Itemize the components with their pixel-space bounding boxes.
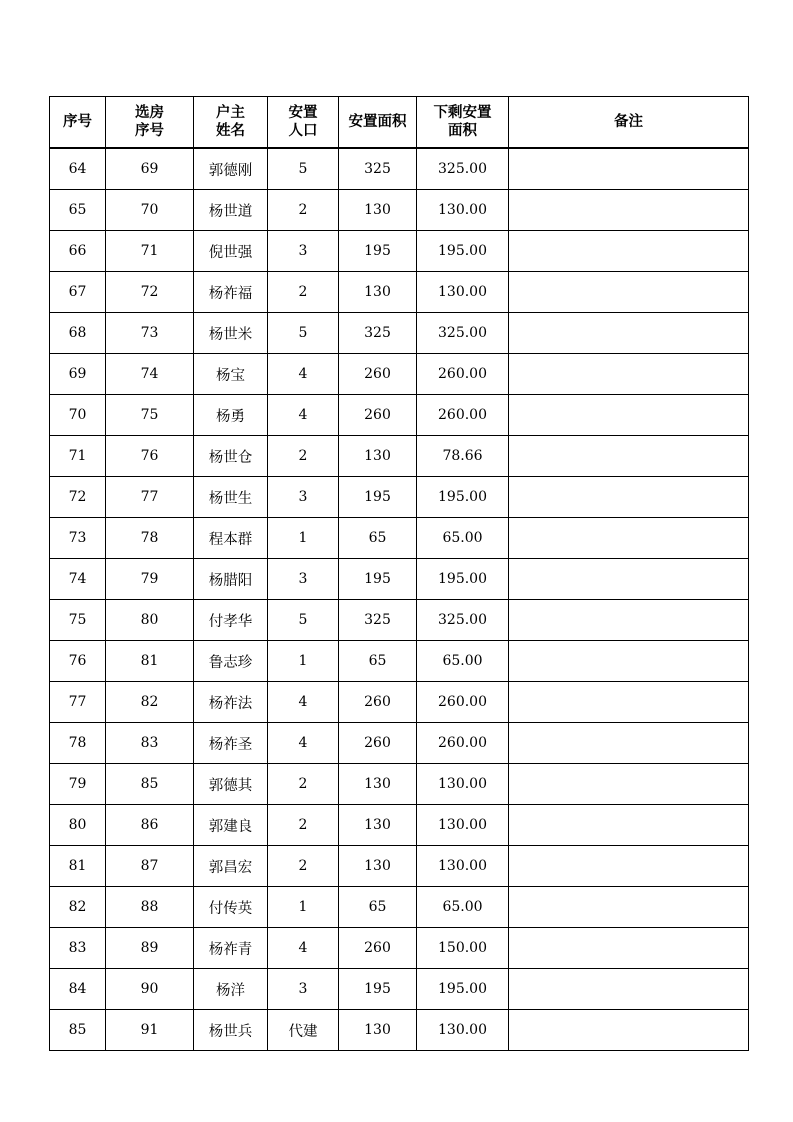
cell-index: 84 — [50, 969, 106, 1010]
table-row — [50, 928, 749, 969]
table-row — [50, 313, 749, 354]
cell-index: 82 — [50, 887, 106, 928]
cell-remaining-area: 130.00 — [417, 846, 509, 887]
cell-selection-number: 83 — [106, 723, 194, 764]
header-remaining-area — [417, 97, 509, 149]
cell-area: 130 — [339, 1010, 417, 1051]
cell-owner-name: 杨祚圣 — [194, 723, 268, 764]
cell-selection-number: 74 — [106, 354, 194, 395]
cell-area: 325 — [339, 148, 417, 190]
cell-selection-number: 76 — [106, 436, 194, 477]
cell-owner-name: 鲁志珍 — [194, 641, 268, 682]
cell-remaining-area: 78.66 — [417, 436, 509, 477]
cell-area: 260 — [339, 723, 417, 764]
cell-area: 130 — [339, 272, 417, 313]
cell-remaining-area: 150.00 — [417, 928, 509, 969]
cell-population: 4 — [268, 682, 339, 723]
cell-remaining-area: 130.00 — [417, 805, 509, 846]
cell-owner-name: 杨世仓 — [194, 436, 268, 477]
cell-remarks — [509, 600, 749, 641]
cell-area: 65 — [339, 887, 417, 928]
table-row — [50, 231, 749, 272]
table-row — [50, 518, 749, 559]
cell-selection-number: 87 — [106, 846, 194, 887]
cell-owner-name: 杨腊阳 — [194, 559, 268, 600]
table-row — [50, 600, 749, 641]
cell-population: 2 — [268, 436, 339, 477]
cell-selection-number: 69 — [106, 148, 194, 190]
cell-owner-name: 杨宝 — [194, 354, 268, 395]
cell-remarks — [509, 887, 749, 928]
cell-owner-name: 杨世米 — [194, 313, 268, 354]
cell-selection-number: 80 — [106, 600, 194, 641]
cell-remaining-area: 65.00 — [417, 518, 509, 559]
cell-index: 66 — [50, 231, 106, 272]
table-row — [50, 682, 749, 723]
cell-remarks — [509, 928, 749, 969]
table-row — [50, 477, 749, 518]
cell-area: 130 — [339, 190, 417, 231]
cell-selection-number: 90 — [106, 969, 194, 1010]
cell-population: 1 — [268, 887, 339, 928]
cell-area: 130 — [339, 764, 417, 805]
header-population-line1: 安置 — [288, 105, 318, 121]
header-owner-line1: 户主 — [216, 105, 245, 121]
cell-population: 2 — [268, 764, 339, 805]
cell-area: 195 — [339, 231, 417, 272]
table-body — [50, 148, 749, 1051]
cell-selection-number: 73 — [106, 313, 194, 354]
table-row — [50, 1010, 749, 1051]
cell-index: 65 — [50, 190, 106, 231]
cell-owner-name: 程本群 — [194, 518, 268, 559]
cell-population: 代建 — [268, 1010, 339, 1051]
cell-index: 80 — [50, 805, 106, 846]
cell-selection-number: 79 — [106, 559, 194, 600]
cell-remaining-area: 260.00 — [417, 723, 509, 764]
header-population — [268, 97, 339, 149]
cell-remarks — [509, 518, 749, 559]
header-remaining-line1: 下剩安置 — [433, 105, 492, 121]
cell-population: 4 — [268, 928, 339, 969]
cell-remarks — [509, 846, 749, 887]
cell-selection-number: 78 — [106, 518, 194, 559]
cell-area: 325 — [339, 313, 417, 354]
header-selection-line1: 选房 — [135, 105, 164, 121]
cell-remaining-area: 65.00 — [417, 641, 509, 682]
cell-remarks — [509, 805, 749, 846]
header-owner-name — [194, 97, 268, 149]
cell-owner-name: 杨勇 — [194, 395, 268, 436]
cell-population: 4 — [268, 395, 339, 436]
table-row — [50, 559, 749, 600]
cell-index: 81 — [50, 846, 106, 887]
cell-area: 195 — [339, 559, 417, 600]
cell-selection-number: 88 — [106, 887, 194, 928]
header-area: 安置面积 — [339, 97, 417, 149]
cell-remarks — [509, 559, 749, 600]
cell-population: 2 — [268, 805, 339, 846]
table-row — [50, 887, 749, 928]
cell-index: 64 — [50, 148, 106, 190]
cell-remaining-area: 195.00 — [417, 477, 509, 518]
cell-index: 68 — [50, 313, 106, 354]
cell-selection-number: 71 — [106, 231, 194, 272]
header-owner-line2: 姓名 — [216, 123, 245, 139]
header-selection-line2: 序号 — [135, 123, 164, 139]
cell-owner-name: 付传英 — [194, 887, 268, 928]
table-row — [50, 641, 749, 682]
cell-owner-name: 杨祚福 — [194, 272, 268, 313]
cell-area: 260 — [339, 682, 417, 723]
cell-population: 5 — [268, 600, 339, 641]
cell-remaining-area: 65.00 — [417, 887, 509, 928]
cell-remaining-area: 325.00 — [417, 313, 509, 354]
cell-index: 70 — [50, 395, 106, 436]
cell-selection-number: 82 — [106, 682, 194, 723]
cell-population: 2 — [268, 846, 339, 887]
cell-index: 73 — [50, 518, 106, 559]
cell-remarks — [509, 190, 749, 231]
cell-index: 71 — [50, 436, 106, 477]
cell-remaining-area: 130.00 — [417, 190, 509, 231]
cell-selection-number: 91 — [106, 1010, 194, 1051]
cell-remaining-area: 130.00 — [417, 1010, 509, 1051]
table-row — [50, 969, 749, 1010]
cell-owner-name: 杨世生 — [194, 477, 268, 518]
table-row — [50, 395, 749, 436]
cell-selection-number: 72 — [106, 272, 194, 313]
cell-owner-name: 郭昌宏 — [194, 846, 268, 887]
cell-remarks — [509, 354, 749, 395]
header-row — [50, 97, 749, 149]
cell-remaining-area: 260.00 — [417, 354, 509, 395]
cell-index: 67 — [50, 272, 106, 313]
table-row — [50, 805, 749, 846]
cell-selection-number: 89 — [106, 928, 194, 969]
cell-population: 5 — [268, 148, 339, 190]
cell-area: 260 — [339, 395, 417, 436]
cell-remarks — [509, 1010, 749, 1051]
cell-index: 85 — [50, 1010, 106, 1051]
cell-owner-name: 付孝华 — [194, 600, 268, 641]
header-selection-number — [106, 97, 194, 149]
cell-remaining-area: 325.00 — [417, 600, 509, 641]
table-row — [50, 436, 749, 477]
cell-remarks — [509, 723, 749, 764]
cell-selection-number: 81 — [106, 641, 194, 682]
cell-remaining-area: 195.00 — [417, 231, 509, 272]
cell-remarks — [509, 313, 749, 354]
cell-owner-name: 郭德其 — [194, 764, 268, 805]
cell-selection-number: 85 — [106, 764, 194, 805]
cell-index: 76 — [50, 641, 106, 682]
cell-selection-number: 75 — [106, 395, 194, 436]
cell-remarks — [509, 764, 749, 805]
cell-remarks — [509, 477, 749, 518]
cell-remarks — [509, 395, 749, 436]
cell-index: 75 — [50, 600, 106, 641]
cell-remaining-area: 325.00 — [417, 148, 509, 190]
resettlement-table — [49, 96, 749, 1051]
cell-remaining-area: 260.00 — [417, 395, 509, 436]
header-remarks: 备注 — [509, 97, 749, 149]
cell-index: 83 — [50, 928, 106, 969]
cell-area: 130 — [339, 805, 417, 846]
cell-index: 79 — [50, 764, 106, 805]
cell-population: 3 — [268, 969, 339, 1010]
cell-remarks — [509, 682, 749, 723]
cell-area: 65 — [339, 518, 417, 559]
cell-owner-name: 杨世道 — [194, 190, 268, 231]
cell-remaining-area: 260.00 — [417, 682, 509, 723]
cell-remarks — [509, 148, 749, 190]
cell-index: 78 — [50, 723, 106, 764]
cell-owner-name: 杨祚法 — [194, 682, 268, 723]
cell-remarks — [509, 436, 749, 477]
cell-population: 1 — [268, 641, 339, 682]
cell-selection-number: 86 — [106, 805, 194, 846]
table-row — [50, 190, 749, 231]
cell-owner-name: 倪世强 — [194, 231, 268, 272]
header-index: 序号 — [50, 97, 106, 149]
cell-remaining-area: 195.00 — [417, 559, 509, 600]
cell-remarks — [509, 969, 749, 1010]
cell-owner-name: 杨祚青 — [194, 928, 268, 969]
cell-remarks — [509, 272, 749, 313]
table-row — [50, 846, 749, 887]
cell-area: 65 — [339, 641, 417, 682]
cell-index: 69 — [50, 354, 106, 395]
cell-index: 77 — [50, 682, 106, 723]
cell-owner-name: 杨世兵 — [194, 1010, 268, 1051]
cell-population: 5 — [268, 313, 339, 354]
cell-remaining-area: 130.00 — [417, 272, 509, 313]
cell-population: 2 — [268, 272, 339, 313]
cell-population: 2 — [268, 190, 339, 231]
cell-area: 195 — [339, 969, 417, 1010]
cell-population: 3 — [268, 477, 339, 518]
cell-area: 130 — [339, 436, 417, 477]
table-row — [50, 272, 749, 313]
cell-area: 325 — [339, 600, 417, 641]
cell-area: 130 — [339, 846, 417, 887]
table-row — [50, 723, 749, 764]
table-row — [50, 148, 749, 190]
cell-remaining-area: 195.00 — [417, 969, 509, 1010]
cell-remaining-area: 130.00 — [417, 764, 509, 805]
table-row — [50, 354, 749, 395]
cell-population: 1 — [268, 518, 339, 559]
cell-area: 260 — [339, 928, 417, 969]
cell-index: 72 — [50, 477, 106, 518]
cell-owner-name: 杨洋 — [194, 969, 268, 1010]
header-remaining-line2: 面积 — [448, 123, 477, 139]
cell-area: 195 — [339, 477, 417, 518]
cell-selection-number: 77 — [106, 477, 194, 518]
cell-area: 260 — [339, 354, 417, 395]
cell-population: 4 — [268, 354, 339, 395]
cell-remarks — [509, 231, 749, 272]
header-population-line2: 人口 — [288, 123, 318, 139]
cell-selection-number: 70 — [106, 190, 194, 231]
cell-population: 3 — [268, 559, 339, 600]
cell-population: 4 — [268, 723, 339, 764]
cell-owner-name: 郭德刚 — [194, 148, 268, 190]
cell-owner-name: 郭建良 — [194, 805, 268, 846]
table-row — [50, 764, 749, 805]
cell-population: 3 — [268, 231, 339, 272]
cell-remarks — [509, 641, 749, 682]
cell-index: 74 — [50, 559, 106, 600]
